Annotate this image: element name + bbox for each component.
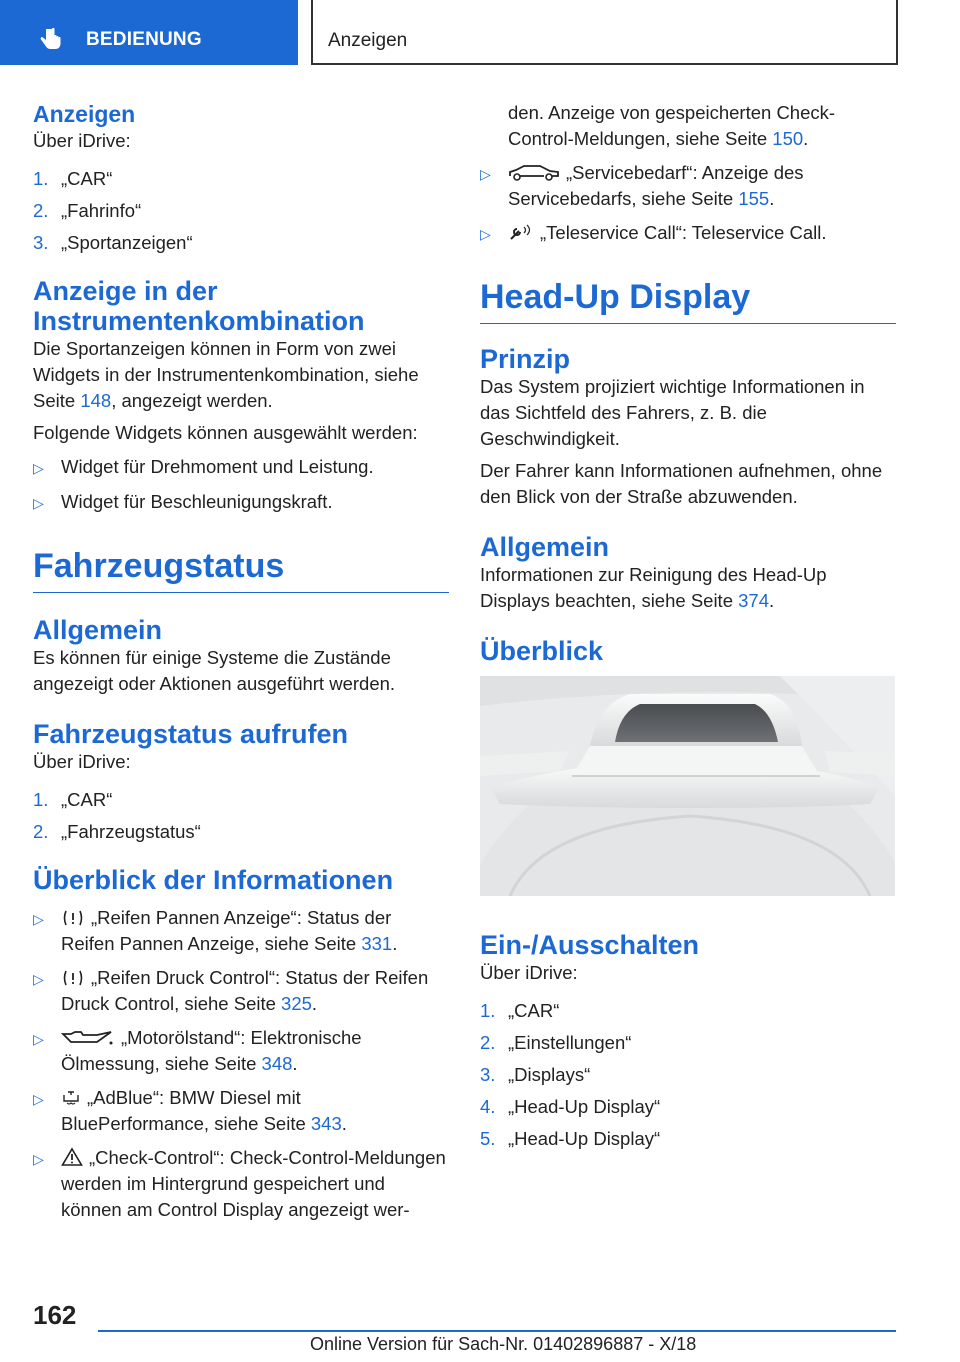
tire-warning-icon [61,909,85,927]
widgets-intro: Folgende Widgets können ausgewählt werden: [33,422,418,443]
prinzip-text-1: Das System projiziert wichtige Informationen in das Sichtfeld des Fahrers, z. B. die Geschwindigkeit. [480,376,865,449]
page-link[interactable]: 343 [310,1113,342,1134]
allgemein-hud-text: Informationen zur Reinigung des Head-Up Displays beachten, siehe Seite 374. [480,564,827,611]
left-column [33,100,449,1231]
hud-photo-illustration [480,676,895,896]
list-item: 2. „Fahrinfo“ [33,200,142,221]
car-service-icon [508,164,560,182]
steps-list [33,787,449,845]
list-item: 1. „CAR“ [33,789,113,810]
intro-text: Über iDrive: [33,130,131,151]
oil-can-icon [61,1029,115,1047]
list-item: 5. „Head-Up Display“ [480,1128,661,1149]
steps-list [480,998,896,1152]
status-list [33,905,449,1223]
heading-hud: Head-Up Display [480,277,896,324]
page-link[interactable]: 331 [361,933,393,954]
list-item: 2. „Fahrzeugstatus“ [33,821,201,842]
list-item: ▷ Widget für Drehmoment und Leistung. [33,456,374,477]
tire-pressure-icon [61,969,85,987]
list-item: den. Anzeige von gespeicherten Check-Control-Meldungen, siehe Seite 150. [508,102,836,149]
page-header [311,0,898,65]
page-link[interactable]: 155 [738,188,770,209]
list-item: 3. „Sportanzeigen“ [33,232,193,253]
footer-text: Online Version für Sach-Nr. 01402896887 - X/18 [310,1334,697,1354]
intro-text: Über iDrive: [480,962,578,983]
hud-photo [480,676,895,896]
heading-anzeigen: Anzeigen [33,101,136,127]
allgemein-text: Es können für einige Systeme die Zustände angezeigt oder Aktionen ausgeführt werden. [33,647,396,694]
steps-list [33,166,449,256]
page-link[interactable]: 348 [261,1053,293,1074]
adblue-icon [61,1089,81,1107]
section-tab [0,0,298,65]
hand-pointer-icon [38,27,64,53]
heading-prinzip: Prinzip [480,344,571,374]
wrench-signal-icon [508,224,534,242]
list-item: 4. „Head-Up Display“ [480,1096,661,1117]
status-list-continued [480,100,896,247]
page-link[interactable]: 150 [772,128,804,149]
intro-text: Über iDrive: [33,751,131,772]
list-item: ▷ „Reifen Druck Control“: Status der Reifen Druck Control, siehe Seite 325. [33,967,429,1014]
heading-fahrzeugstatus: Fahrzeugstatus [33,546,449,593]
page-link[interactable]: 374 [738,590,769,611]
heading-ueberblick: Überblick [480,636,604,666]
right-column [480,100,896,1158]
heading-instrument: Anzeige in der Instrumentenkombination [33,276,365,336]
list-item: 2. „Einstellungen“ [480,1032,632,1053]
section-label: BEDIENUNG [86,29,202,50]
list-item: ▷ „Servicebedarf“: Anzeige des Servicebedarfs, siehe Seite 155. [480,162,804,209]
list-item: ▷ „Motorölstand“: Elektronische Ölmessung, siehe Seite 348. [33,1027,362,1074]
page-link[interactable]: 325 [281,993,312,1014]
heading-allgemein: Allgemein [33,615,163,645]
page-link[interactable]: 148 [80,390,112,411]
list-item: ▷ Widget für Beschleunigungskraft. [33,491,333,512]
heading-allgemein-hud: Allgemein [480,532,610,562]
list-item: 1. „CAR“ [33,168,113,189]
warning-triangle-icon [61,1147,83,1167]
prinzip-text-2: Der Fahrer kann Informationen aufnehmen, ohne den Blick von der Straße abzuwenden. [480,460,883,507]
instrument-text: Die Sportanzeigen können in Form von zwei Widgets in der Instrumentenkombination, siehe Seite 148, angezeigt werden. [33,338,419,411]
page-title: Anzeigen [328,30,408,51]
page-number: 162 [33,1300,77,1330]
list-item: 3. „Displays“ [480,1064,591,1085]
list-item: ▷ „Check-Control“: Check-Control-Meldungen werden im Hintergrund gespeichert und können am Control Display angezeigt wer- [33,1147,446,1220]
footer-rule [98,1330,896,1332]
list-item: ▷ „AdBlue“: BMW Diesel mit BluePerformance, siehe Seite 343. [33,1087,347,1134]
heading-ueberblick-info: Überblick der Informationen [33,865,394,895]
list-item: ▷ „Reifen Pannen Anzeige“: Status der Reifen Pannen Anzeige, siehe Seite 331. [33,907,398,954]
widgets-list [33,454,449,516]
heading-einaus: Ein-/Ausschalten [480,930,700,960]
list-item: ▷ „Teleservice Call“: Teleservice Call. [480,222,827,243]
list-item: 1. „CAR“ [480,1000,560,1021]
heading-aufrufen: Fahrzeugstatus aufrufen [33,719,349,749]
